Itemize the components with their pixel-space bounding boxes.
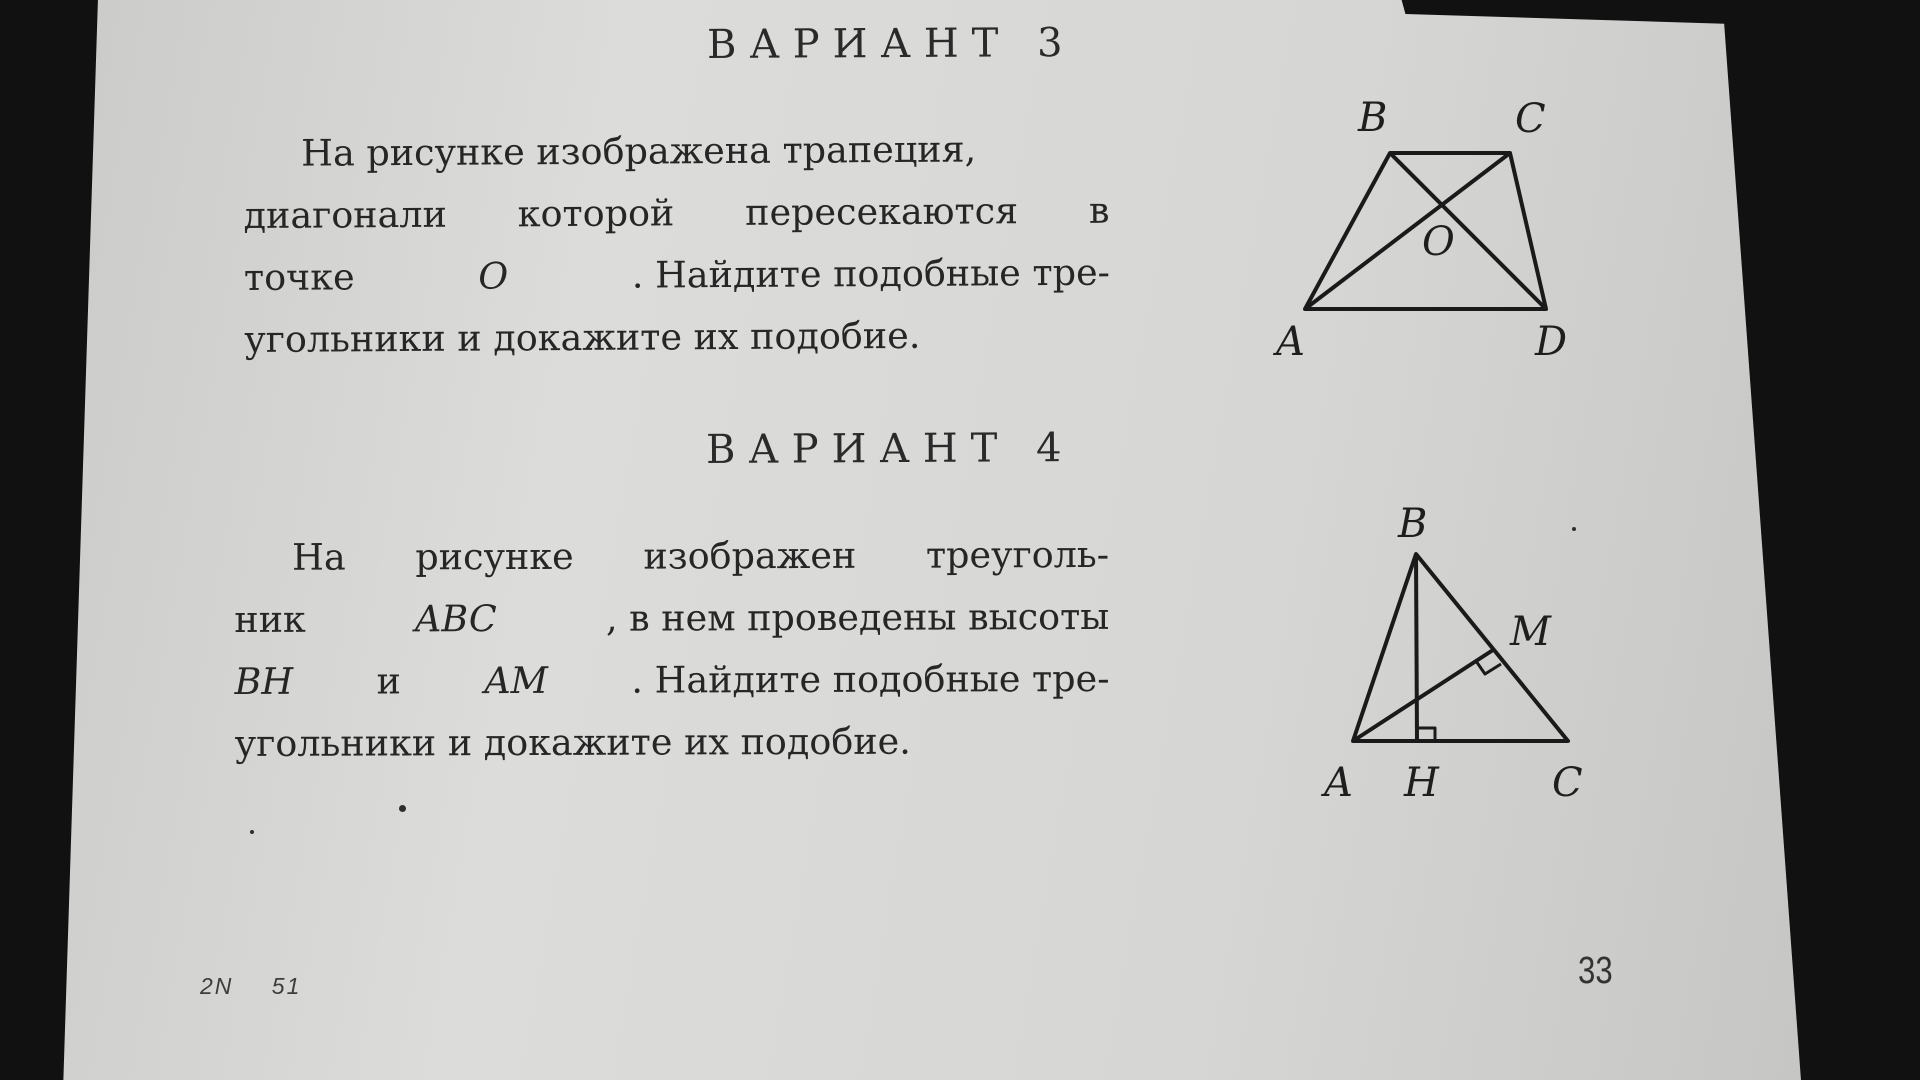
variant-4-line-2: ник ABC , в нем проведены высоты [234, 586, 1109, 651]
word: в [1088, 188, 1110, 232]
point-o-figure-label: O [1422, 219, 1455, 265]
right-angle-mark-m [1476, 661, 1501, 674]
variant-3-line-4: угольники и докажите их подобие. [244, 313, 921, 361]
point-o-label: O [478, 254, 509, 298]
variant-3-line-1: На рисунке изображена трапеция, [301, 127, 977, 175]
variant-4-heading: ВАРИАНТ 4 [705, 425, 1075, 473]
ink-speck [1572, 527, 1576, 531]
triangle-abc-label: ABC [414, 597, 497, 641]
ink-speck [250, 830, 254, 834]
altitude-bh-label: BH [234, 659, 294, 703]
triangle-vertex-a-label: A [1324, 760, 1353, 806]
word: На [292, 535, 346, 579]
word: рисунке [415, 534, 574, 579]
triangle-point-h-label: H [1404, 760, 1439, 806]
vertex-d-label: D [1535, 319, 1568, 365]
vertex-a-label: A [1276, 319, 1305, 365]
variant-3-line-3: точке O . Найдите подобные тре- [244, 242, 1110, 309]
vertex-c-label: C [1515, 96, 1546, 142]
word: изображен [643, 533, 857, 578]
word: которой [517, 191, 675, 236]
page-number: 33 [1578, 950, 1613, 992]
print-signature: 2N 51 [200, 973, 302, 999]
variant-3-heading: ВАРИАНТ 3 [706, 20, 1076, 68]
altitude-am-label: AM [484, 658, 549, 703]
variant-4-line-4: угольники и докажите их подобие. [234, 719, 911, 765]
word: диагонали [243, 192, 447, 237]
word: треуголь- [925, 532, 1110, 577]
variant-4-line-3: BH и AM . Найдите подобные тре- [234, 648, 1109, 713]
vertex-b-label: B [1358, 95, 1388, 141]
triangle-vertex-b-label: B [1398, 501, 1428, 547]
triangle-point-m-label: M [1510, 609, 1551, 655]
ink-speck [399, 805, 406, 812]
altitude-bh [1416, 554, 1417, 741]
triangle-vertex-c-label: C [1552, 760, 1583, 806]
word: пересекаются [745, 189, 1019, 234]
